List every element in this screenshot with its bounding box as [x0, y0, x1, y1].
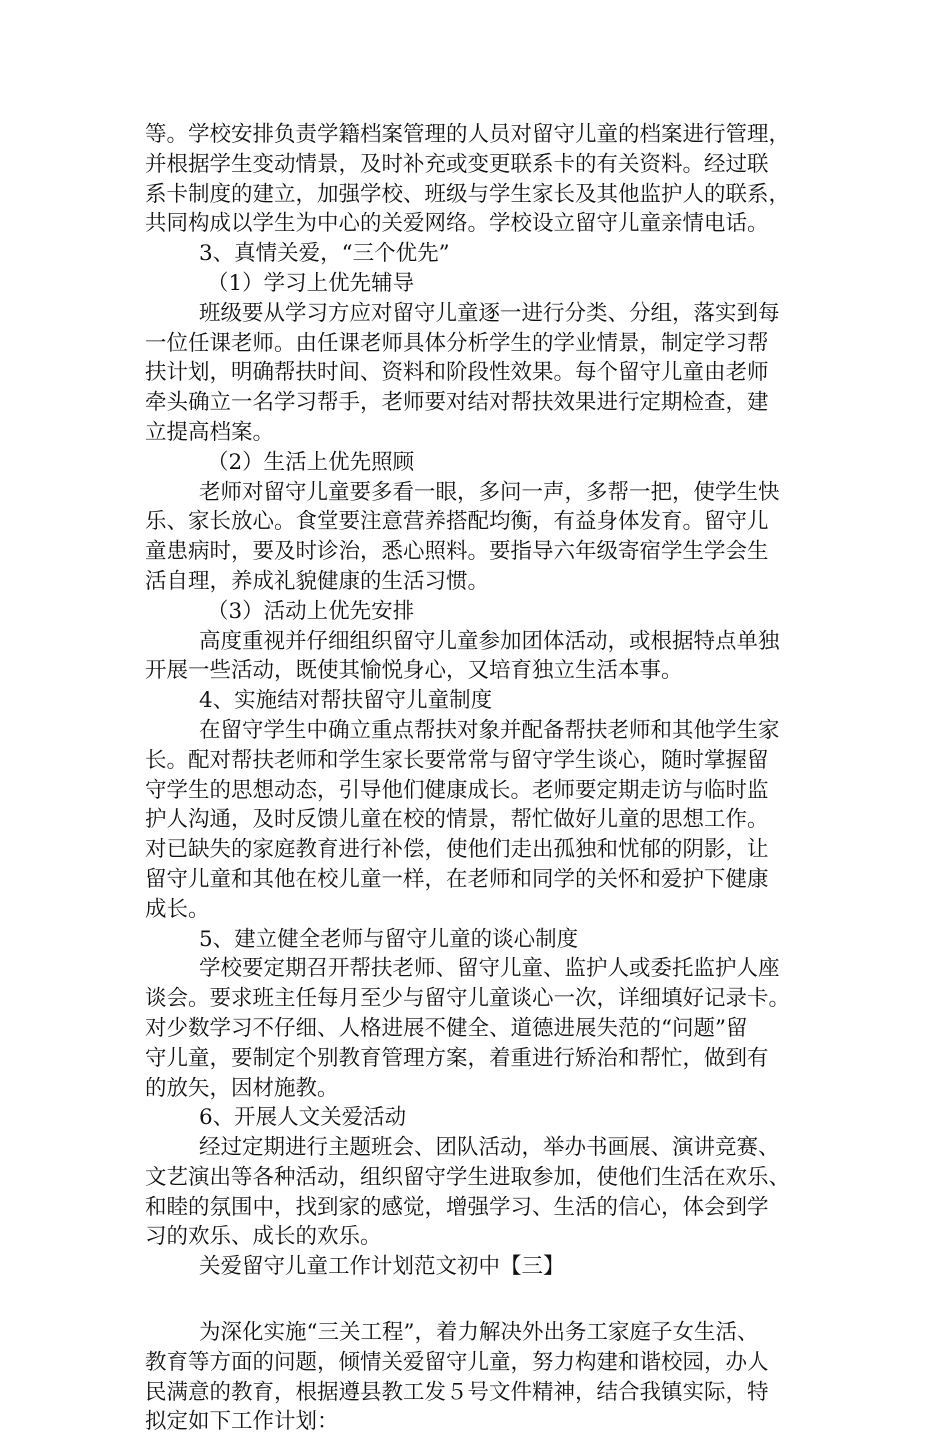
text-line: 留守儿童和其他在校儿童一样，在老师和同学的关怀和爱护下健康: [145, 866, 769, 892]
text-line: 和睦的氛围中，找到家的感觉，增强学习、生活的信心，体会到学: [145, 1194, 769, 1220]
text-line: 文艺演出等各种活动，组织留守学生进取参加，使他们生活在欢乐、: [145, 1164, 791, 1190]
text-line: 拟定如下工作计划：: [145, 1409, 339, 1435]
text-line: 立提高档案。: [145, 419, 275, 445]
text-line: （2）生活上优先照顾: [207, 449, 415, 475]
text-line: 扶计划，明确帮扶时间、资料和阶段性效果。每个留守儿童由老师: [145, 360, 769, 386]
text-line: 系卡制度的建立，加强学校、班级与学生家长及其他监护人的联系，: [145, 181, 791, 207]
text-line: 高度重视并仔细组织留守儿童参加团体活动，或根据特点单独: [199, 628, 780, 654]
text-line: 习的欢乐、成长的欢乐。: [145, 1224, 382, 1250]
text-line: 对少数学习不仔细、人格进展不健全、道德进展失范的“问题”留: [145, 1015, 748, 1041]
text-line: 老师对留守儿童要多看一眼，多问一声，多帮一把，使学生快: [199, 479, 780, 505]
text-line: 在留守学生中确立重点帮扶对象并配备帮扶老师和其他学生家: [199, 717, 780, 743]
text-line: 守儿童，要制定个别教育管理方案，着重进行矫治和帮忙，做到有: [145, 1045, 769, 1071]
blank-line: [145, 1282, 815, 1318]
text-line: 守学生的思想动态，引导他们健康成长。老师要定期走访与临时监: [145, 777, 769, 803]
text-line: 为深化实施“三关工程”，着力解决外出务工家庭子女生活、: [199, 1320, 759, 1346]
text-line: 牵头确立一名学习帮手，老师要对结对帮扶效果进行定期检查，建: [145, 390, 769, 416]
text-line: 长。配对帮扶老师和学生家长要常常与留守学生谈心，随时掌握留: [145, 747, 769, 773]
text-line: 的放矢，因材施教。: [145, 1075, 339, 1101]
text-line: 护人沟通，及时反馈儿童在校的情景，帮忙做好儿童的思想工作。: [145, 807, 769, 833]
text-line: 成长。: [145, 896, 210, 922]
text-line: 等。学校安排负责学籍档案管理的人员对留守儿童的档案进行管理，: [145, 122, 791, 147]
text-line: 开展一些活动，既使其愉悦身心，又培育独立生活本事。: [145, 658, 683, 684]
text-line: 共同构成以学生为中心的关爱网络。学校设立留守儿童亲情电话。: [145, 211, 769, 237]
text-line: 学校要定期召开帮扶老师、留守儿童、监护人或委托监护人座: [199, 956, 780, 982]
text-line: 教育等方面的问题，倾情关爱留守儿童，努力构建和谐校园，办人: [145, 1349, 769, 1375]
text-line: 乐、家长放心。食堂要注意营养搭配均衡，有益身体发育。留守儿: [145, 509, 769, 535]
text-line: 谈会。要求班主任每月至少与留守儿童谈心一次，详细填好记录卡。: [145, 986, 791, 1012]
text-line: 童患病时，要及时诊治，悉心照料。要指导六年级寄宿学生学会生: [145, 539, 769, 565]
text-line: 活自理，养成礼貌健康的生活习惯。: [145, 568, 490, 594]
text-line: （1）学习上优先辅导: [207, 270, 415, 296]
text-line: （3）活动上优先安排: [207, 598, 415, 624]
document-body: [145, 120, 815, 1437]
text-line: 4、实施结对帮扶留守儿童制度: [199, 688, 493, 714]
text-line: 民满意的教育，根据遵县教工发５号文件精神，结合我镇实际，特: [145, 1379, 769, 1405]
text-line: 一位任课老师。由任课老师具体分析学生的学业情景，制定学习帮: [145, 330, 769, 356]
text-line: 班级要从学习方应对留守儿童逐一进行分类、分组，落实到每: [199, 300, 780, 326]
text-line: 6、开展人文关爱活动: [199, 1105, 407, 1131]
text-line: 对已缺失的家庭教育进行补偿，使他们走出孤独和忧郁的阴影，让: [145, 837, 769, 863]
text-line: 并根据学生变动情景，及时补充或变更联系卡的有关资料。经过联: [145, 151, 769, 177]
text-line: 经过定期进行主题班会、团队活动，举办书画展、演讲竞赛、: [199, 1135, 780, 1161]
text-line: 5、建立健全老师与留守儿童的谈心制度: [199, 926, 579, 952]
text-line: 3、真情关爱，“三个优先”: [199, 241, 450, 267]
text-line: 关爱留守儿童工作计划范文初中【三】: [199, 1254, 565, 1280]
